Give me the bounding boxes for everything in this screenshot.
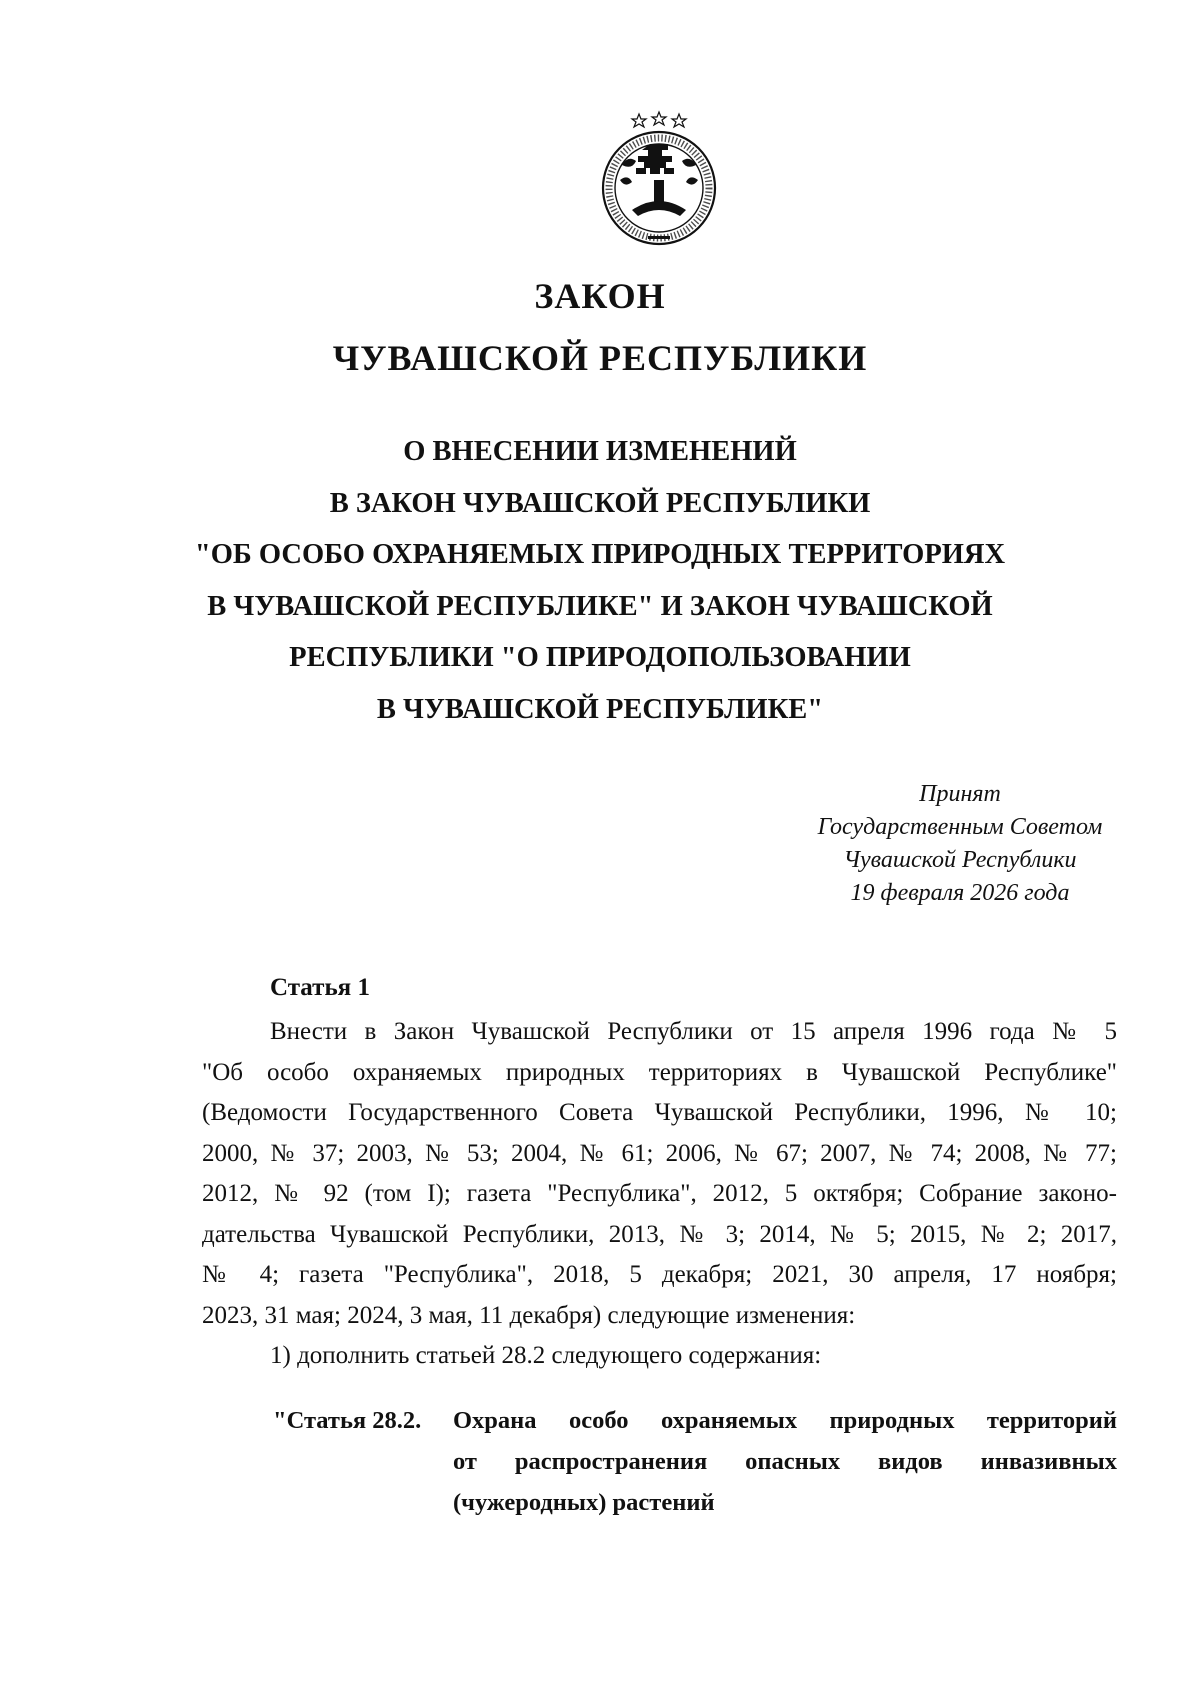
subtitle-line: В ЗАКОН ЧУВАШСКОЙ РЕСПУБЛИКИ: [329, 487, 871, 519]
law-title-republic: ЧУВАШСКОЙ РЕСПУБЛИКИ: [332, 338, 868, 378]
body-line: № 4; газета "Республика", 2018, 5 декабря; 2021, 30 апреля, 17 ноября;: [202, 1261, 1117, 1288]
subtitle-line: РЕСПУБЛИКИ "О ПРИРОДОПОЛЬЗОВАНИИ: [289, 642, 911, 673]
amendment-item-1: 1) дополнить статьей 28.2 следующего содержания:: [270, 1342, 822, 1369]
body-line: 2012, № 92 (том I); газета "Республика", 2012, 5 октября; Собрание законо-: [202, 1180, 1117, 1207]
article-28-2-title-line: Охрана особо охраняемых природных территорий: [453, 1407, 1117, 1434]
subtitle-line: О ВНЕСЕНИИ ИЗМЕНЕНИЙ: [403, 436, 797, 467]
subtitle-line: "ОБ ОСОБО ОХРАНЯЕМЫХ ПРИРОДНЫХ ТЕРРИТОРИЯХ: [194, 539, 1006, 570]
adoption-note: [760, 778, 1160, 910]
article-1-body: [202, 1012, 1117, 1377]
body-line: 2023, 31 мая; 2024, 3 мая, 11 декабря) следующие изменения:: [202, 1301, 856, 1329]
body-line: "Об особо охраняемых природных территориях в Чувашской Республике": [202, 1058, 1117, 1086]
article-28-2-label: "Статья 28.2.: [273, 1407, 422, 1434]
adoption-date: 19 февраля 2026 года: [850, 880, 1070, 906]
body-line: 2000, № 37; 2003, № 53; 2004, № 61; 2006, № 67; 2007, № 74; 2008, № 77;: [202, 1139, 1117, 1167]
adoption-line: Государственным Советом: [817, 814, 1103, 840]
adoption-line: Принят: [919, 781, 1001, 807]
article-1-heading: Статья 1: [270, 974, 370, 1001]
body-line: дательства Чувашской Республики, 2013, № 3; 2014, № 5; 2015, № 2; 2017,: [202, 1220, 1117, 1248]
body-line: Внести в Закон Чувашской Республики от 15 апреля 1996 года № 5: [270, 1018, 1117, 1045]
chuvash-republic-coat-of-arms-icon: [592, 110, 726, 248]
law-subtitle: [150, 426, 1050, 735]
subtitle-line: В ЧУВАШСКОЙ РЕСПУБЛИКЕ" И ЗАКОН ЧУВАШСКОЙ: [207, 590, 993, 622]
law-title: ЗАКОН: [534, 276, 666, 316]
article-28-2-title-line: от распространения опасных видов инвазивных: [453, 1448, 1117, 1475]
adoption-line: Чувашской Республики: [843, 847, 1077, 873]
body-line: (Ведомости Государственного Совета Чувашской Республики, 1996, № 10;: [202, 1099, 1117, 1126]
article-28-2-title-line: (чужеродных) растений: [453, 1489, 715, 1516]
subtitle-line: В ЧУВАШСКОЙ РЕСПУБЛИКЕ": [376, 693, 824, 725]
article-28-2-title: [453, 1400, 1117, 1523]
